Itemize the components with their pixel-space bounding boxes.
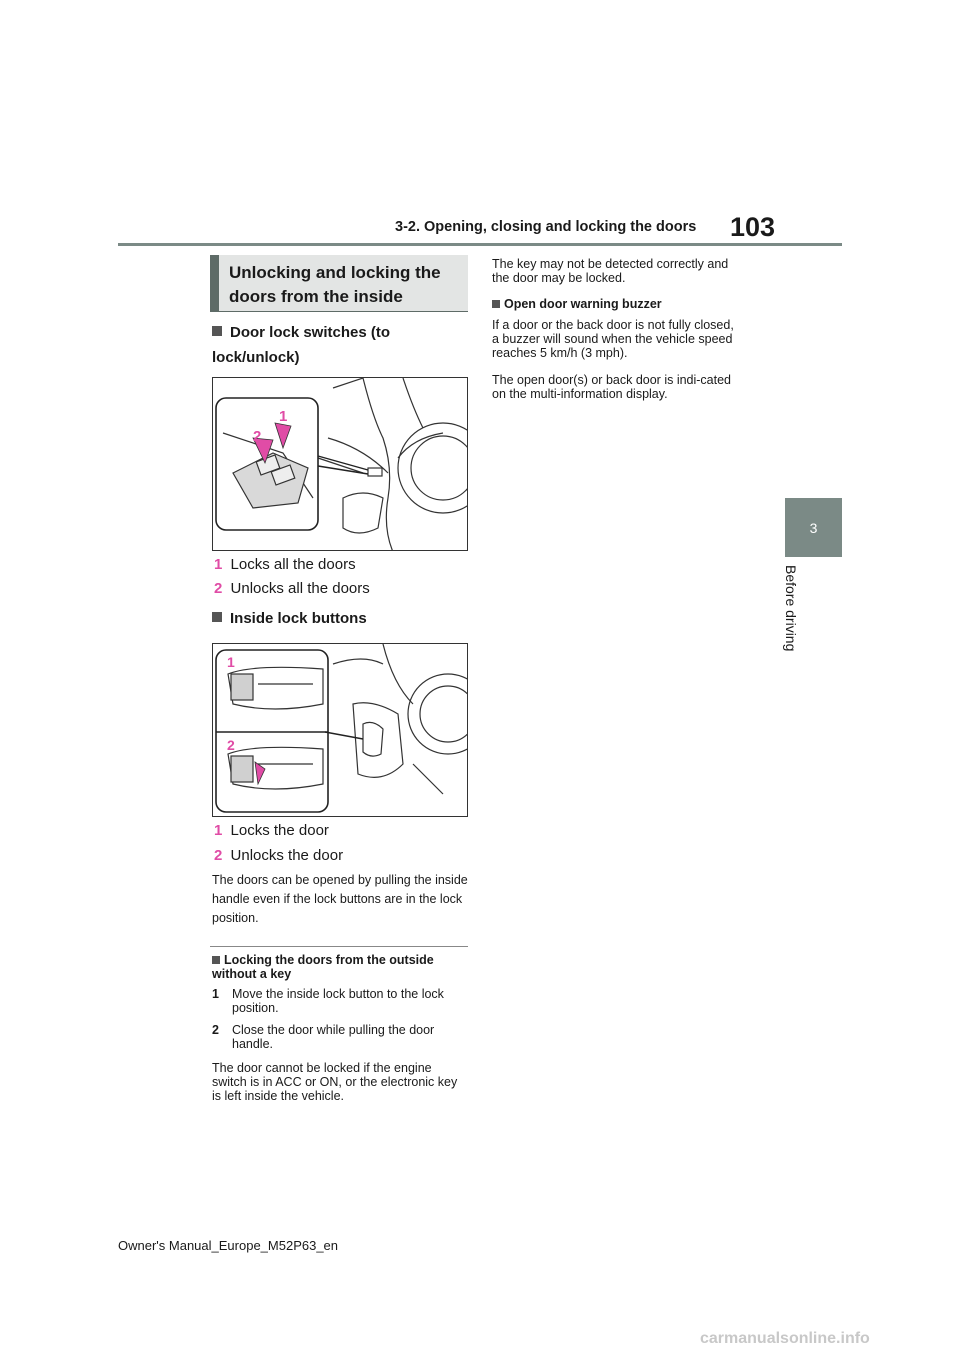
manual-id-footer: Owner's Manual_Europe_M52P63_en bbox=[118, 1238, 339, 1253]
callout-2: 2 bbox=[227, 737, 235, 753]
step-1: 1 Locks all the doors bbox=[214, 556, 356, 573]
chapter-label-text: Before driving bbox=[783, 565, 799, 652]
chapter-label bbox=[785, 565, 805, 665]
header-rule bbox=[118, 243, 842, 246]
heading-rule bbox=[210, 311, 468, 312]
step-1: 1 Locks the door bbox=[214, 822, 329, 839]
door-lock-switch-illustration bbox=[213, 378, 468, 551]
callout-1: 1 bbox=[279, 408, 288, 425]
page-number: 103 bbox=[730, 212, 776, 242]
bullet-square-icon bbox=[212, 956, 220, 964]
section-title: 3-2. Opening, closing and locking the doors bbox=[395, 219, 697, 235]
open-door-warning-text-2: The open door(s) or back door is indi-cated on the multi-information display. bbox=[492, 373, 732, 401]
section-heading bbox=[210, 255, 468, 311]
chapter-number: 3 bbox=[809, 519, 818, 536]
chapter-tab[interactable] bbox=[785, 498, 842, 557]
divider bbox=[210, 946, 468, 947]
locking-without-key-heading: Locking the doors from the outside without a key bbox=[212, 953, 434, 981]
inside-lock-note: The doors can be opened by pulling the inside handle even if the lock buttons are in the lock position. bbox=[212, 873, 468, 925]
figure-inside-lock-buttons bbox=[212, 643, 468, 817]
inside-lock-buttons-heading: Inside lock buttons bbox=[212, 606, 462, 631]
lock-step-2: 2 Close the door while pulling the door handle. bbox=[212, 1023, 435, 1051]
door-lock-switches-heading: Door lock switches (to lock/unlock) bbox=[212, 324, 391, 366]
bullet-square-icon bbox=[212, 612, 222, 622]
bullet-square-icon bbox=[212, 326, 222, 336]
callout-1: 1 bbox=[227, 654, 235, 670]
key-detection-note: The key may not be detected correctly and the door may be locked. bbox=[492, 257, 729, 285]
watermark: carmanualsonline.info bbox=[700, 1330, 870, 1347]
open-door-warning-text-1: If a door or the back door is not fully closed, a buzzer will sound when the vehicle speed reaches 5 km/h (3 mph). bbox=[492, 318, 734, 360]
locking-note: The door cannot be locked if the engine switch is in ACC or ON, or the electronic key is left inside the vehicle. bbox=[212, 1061, 458, 1103]
section-heading-text: Unlocking and locking the doors from the inside bbox=[229, 263, 441, 306]
open-door-warning-heading: Open door warning buzzer bbox=[492, 297, 744, 311]
figure-door-lock-switches bbox=[212, 377, 468, 551]
step-2: 2 Unlocks all the doors bbox=[214, 580, 370, 597]
bullet-square-icon bbox=[492, 300, 500, 308]
inside-lock-button-illustration bbox=[213, 644, 468, 817]
step-2: 2 Unlocks the door bbox=[214, 847, 344, 864]
lock-step-1: 1 Move the inside lock button to the lock position. bbox=[212, 987, 444, 1015]
callout-2: 2 bbox=[253, 428, 262, 445]
